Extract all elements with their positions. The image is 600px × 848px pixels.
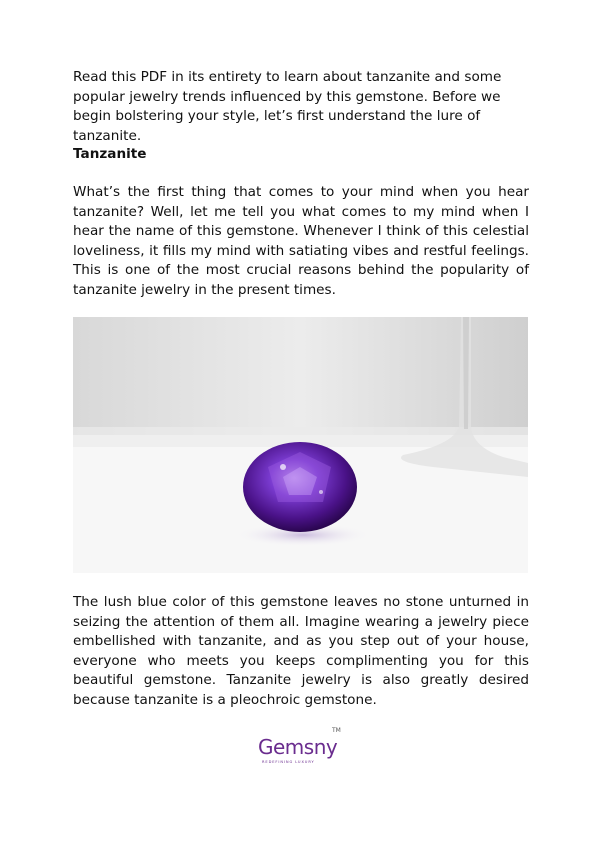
intro-paragraph: Read this PDF in its entirety to learn about tanzanite and some popular jewelry trends influenced by this gemstone. Before we begin bolstering your style, let’s first understand the lure of tanzanite. xyxy=(73,69,502,144)
logo-name: Gemsny xyxy=(258,735,338,759)
gemstone-image xyxy=(73,317,528,573)
logo-trademark: TM xyxy=(332,727,341,734)
body-paragraph-2: The lush blue color of this gemstone leaves no stone unturned in seizing the attention of them all. Imagine wearing a jewelry piece embellished with tanzanite, and as you step out of your house, everyone who meets you keeps complimenting you for this beautiful gemstone. Tanzanite jewelry is also greatly desired because tanzanite is a pleochroic gemstone. xyxy=(73,594,529,708)
section-heading: Tanzanite xyxy=(73,146,147,162)
logo-tagline: REDEFINING LUXURY xyxy=(262,760,315,764)
body-paragraph-1: What’s the first thing that comes to your mind when you hear tanzanite? Well, let me tell you what comes to my mind when I hear the name of this gemstone. Whenever I think of this celestial loveliness, it fills my mind with satiating vibes and restful feelings. This is one of the most crucial reasons behind the popularity of tanzanite jewelry in the present times. xyxy=(73,184,529,298)
tanzanite-photo xyxy=(73,317,528,573)
gemsny-logo xyxy=(258,727,346,769)
